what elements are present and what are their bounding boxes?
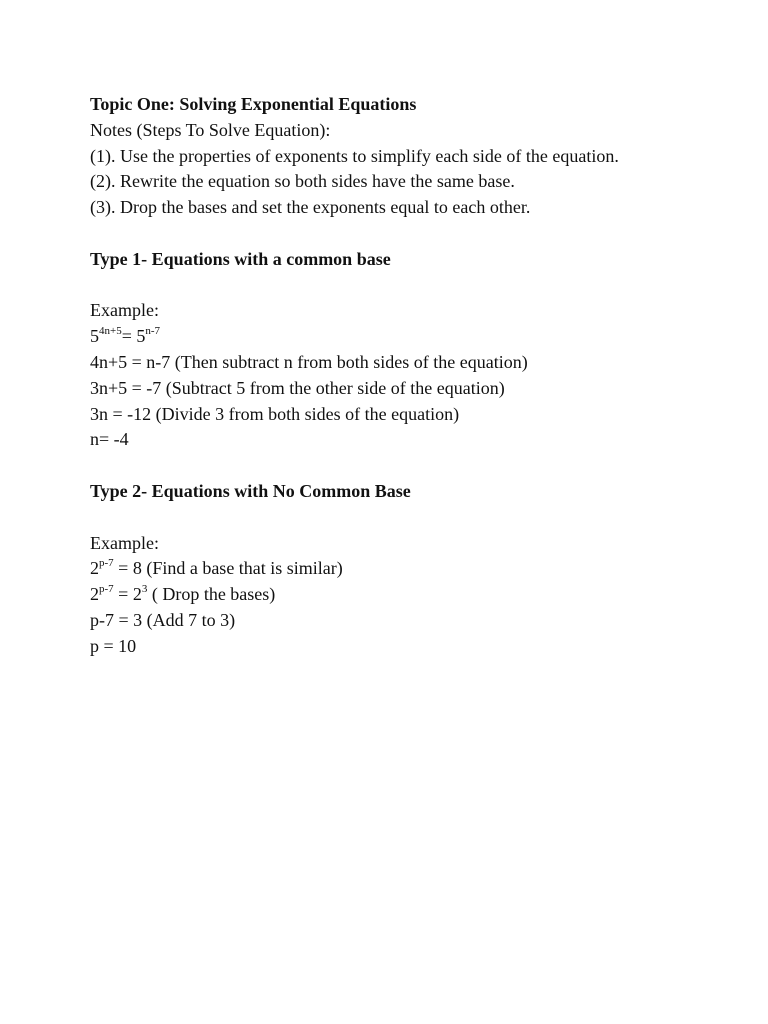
type1-example-label: Example: — [90, 300, 159, 321]
type1-step: 4n+5 = n-7 (Then subtract n from both sides of the equation) — [90, 351, 528, 372]
eq-base: 2 — [90, 584, 99, 605]
spacer — [90, 505, 730, 531]
spacer — [90, 273, 730, 299]
eq-base: 2 — [90, 558, 99, 579]
type1-equation — [90, 324, 730, 350]
eq-middle: = 5 — [121, 326, 146, 347]
type2-heading: Type 2- Equations with No Common Base — [90, 480, 411, 501]
type1-step: 3n = -12 (Divide 3 from both sides of the equation) — [90, 403, 460, 424]
type2-answer: p = 10 — [90, 635, 137, 656]
type1-step: 3n+5 = -7 (Subtract 5 from the other side of the equation) — [90, 377, 505, 398]
eq-exponent: n-7 — [145, 325, 161, 338]
eq-exponent: p-7 — [99, 557, 114, 570]
spacer — [90, 453, 730, 479]
type2-step: p-7 = 3 (Add 7 to 3) — [90, 609, 236, 630]
eq-exponent: 3 — [141, 583, 148, 596]
eq-base: 5 — [90, 326, 99, 347]
type2-equation-2 — [90, 582, 730, 608]
step-1: (1). Use the properties of exponents to simplify each side of the equation. — [90, 145, 619, 166]
eq-exponent: p-7 — [99, 583, 114, 596]
spacer — [90, 221, 730, 247]
eq-middle: = 2 — [113, 584, 142, 605]
eq-exponent: 4n+5 — [99, 325, 122, 338]
type1-heading: Type 1- Equations with a common base — [90, 248, 391, 269]
type2-equation-1 — [90, 556, 730, 582]
eq-rest: = 8 (Find a base that is similar) — [113, 558, 343, 579]
type1-answer: n= -4 — [90, 429, 129, 450]
document-title: Topic One: Solving Exponential Equations — [90, 94, 417, 114]
type2-example-label: Example: — [90, 532, 159, 553]
step-3: (3). Drop the bases and set the exponents equal to each other. — [90, 197, 531, 218]
notes-heading: Notes (Steps To Solve Equation): — [90, 119, 331, 140]
eq-rest: ( Drop the bases) — [147, 584, 276, 605]
step-2: (2). Rewrite the equation so both sides have the same base. — [90, 171, 515, 192]
document-page — [90, 92, 730, 660]
